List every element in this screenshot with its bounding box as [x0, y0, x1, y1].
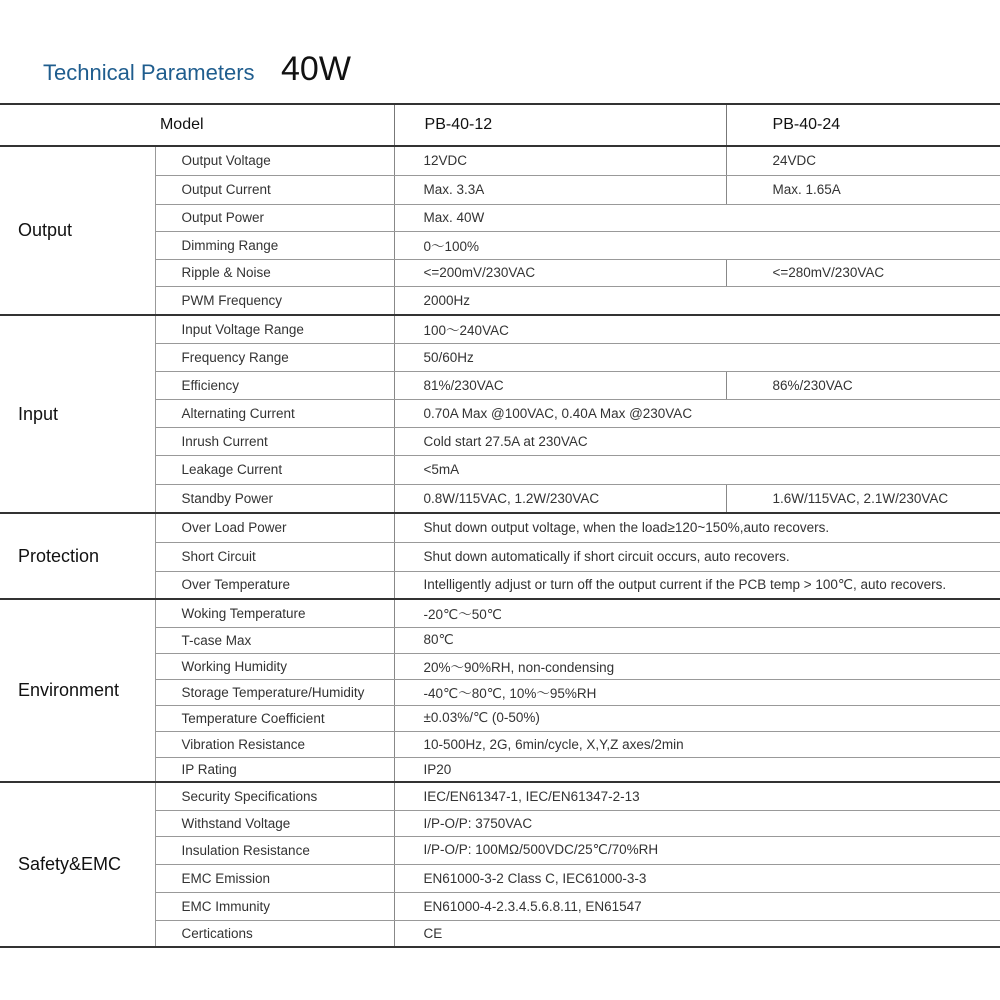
parameter-name: Leakage Current: [155, 455, 394, 484]
parameter-name: Working Humidity: [155, 653, 394, 679]
parameter-name: Woking Temperature: [155, 599, 394, 627]
parameter-name: Short Circuit: [155, 542, 394, 571]
parameter-value: 80℃: [394, 627, 1000, 653]
parameter-name: Over Load Power: [155, 513, 394, 542]
parameter-value: <5mA: [394, 455, 1000, 484]
parameter-value: Intelligently adjust or turn off the output current if the PCB temp > 100℃, auto recovers.: [394, 571, 1000, 599]
table-row: [0, 146, 1000, 175]
parameter-value: 50/60Hz: [394, 343, 1000, 371]
parameter-name: Vibration Resistance: [155, 731, 394, 757]
parameter-name: Dimming Range: [155, 231, 394, 259]
page-title: 40W: [281, 50, 351, 88]
parameter-name: Alternating Current: [155, 399, 394, 427]
parameter-name: Standby Power: [155, 484, 394, 513]
model-header: Model: [0, 104, 394, 146]
parameter-value: IP20: [394, 757, 1000, 782]
parameter-name: IP Rating: [155, 757, 394, 782]
spec-table: [0, 103, 1000, 948]
parameter-value: 20%～90%RH, non-condensing: [394, 653, 1000, 679]
parameter-name: Certications: [155, 920, 394, 947]
page-header: [43, 50, 351, 94]
parameter-value-alt: <=280mV/230VAC: [726, 259, 1000, 286]
parameter-name: Output Voltage: [155, 146, 394, 175]
parameter-name: Over Temperature: [155, 571, 394, 599]
parameter-value: 10-500Hz, 2G, 6min/cycle, X,Y,Z axes/2min: [394, 731, 1000, 757]
table-row: [0, 513, 1000, 542]
model-name: PB-40-24: [726, 104, 1000, 146]
parameter-value: I/P-O/P: 3750VAC: [394, 810, 1000, 836]
table-row: [0, 315, 1000, 343]
page-subtitle: Technical Parameters: [43, 60, 255, 85]
parameter-name: EMC Emission: [155, 864, 394, 892]
parameter-value-alt: Max. 1.65A: [726, 175, 1000, 204]
parameter-value: -20℃～50℃: [394, 599, 1000, 627]
parameter-value: CE: [394, 920, 1000, 947]
section-label: Input: [0, 315, 155, 513]
parameter-name: Ripple & Noise: [155, 259, 394, 286]
parameter-value: 100～240VAC: [394, 315, 1000, 343]
section-label: Output: [0, 146, 155, 315]
parameter-value: Cold start 27.5A at 230VAC: [394, 427, 1000, 455]
parameter-value: 0.70A Max @100VAC, 0.40A Max @230VAC: [394, 399, 1000, 427]
parameter-name: Temperature Coefficient: [155, 705, 394, 731]
parameter-name: T-case Max: [155, 627, 394, 653]
parameter-name: Output Current: [155, 175, 394, 204]
parameter-value: ±0.03%/℃ (0-50%): [394, 705, 1000, 731]
parameter-name: Frequency Range: [155, 343, 394, 371]
parameter-value: Max. 3.3A: [394, 175, 726, 204]
parameter-value: <=200mV/230VAC: [394, 259, 726, 286]
parameter-value: I/P-O/P: 100MΩ/500VDC/25℃/70%RH: [394, 836, 1000, 864]
parameter-name: EMC Immunity: [155, 892, 394, 920]
parameter-value: 0～100%: [394, 231, 1000, 259]
section-label: Environment: [0, 599, 155, 782]
parameter-value: 81%/230VAC: [394, 371, 726, 399]
parameter-value-alt: 86%/230VAC: [726, 371, 1000, 399]
model-name: PB-40-12: [394, 104, 726, 146]
parameter-value: IEC/EN61347-1, IEC/EN61347-2-13: [394, 782, 1000, 810]
parameter-value: Shut down output voltage, when the load≥120~150%,auto recovers.: [394, 513, 1000, 542]
parameter-value-alt: 1.6W/115VAC, 2.1W/230VAC: [726, 484, 1000, 513]
section-label: Protection: [0, 513, 155, 599]
table-row: [0, 599, 1000, 627]
parameter-name: Output Power: [155, 204, 394, 231]
parameter-value: EN61000-3-2 Class C, IEC61000-3-3: [394, 864, 1000, 892]
table-header-row: [0, 104, 1000, 146]
parameter-value-alt: 24VDC: [726, 146, 1000, 175]
parameter-name: Security Specifications: [155, 782, 394, 810]
parameter-name: Efficiency: [155, 371, 394, 399]
parameter-value: 0.8W/115VAC, 1.2W/230VAC: [394, 484, 726, 513]
parameter-value: Shut down automatically if short circuit occurs, auto recovers.: [394, 542, 1000, 571]
parameter-value: 12VDC: [394, 146, 726, 175]
parameter-value: -40℃～80℃, 10%～95%RH: [394, 679, 1000, 705]
parameter-name: Storage Temperature/Humidity: [155, 679, 394, 705]
parameter-name: Inrush Current: [155, 427, 394, 455]
parameter-name: PWM Frequency: [155, 286, 394, 315]
parameter-name: Insulation Resistance: [155, 836, 394, 864]
parameter-value: Max. 40W: [394, 204, 1000, 231]
table-row: [0, 782, 1000, 810]
section-label: Safety&EMC: [0, 782, 155, 947]
parameter-name: Input Voltage Range: [155, 315, 394, 343]
parameter-value: 2000Hz: [394, 286, 1000, 315]
parameter-value: EN61000-4-2.3.4.5.6.8.11, EN61547: [394, 892, 1000, 920]
parameter-name: Withstand Voltage: [155, 810, 394, 836]
